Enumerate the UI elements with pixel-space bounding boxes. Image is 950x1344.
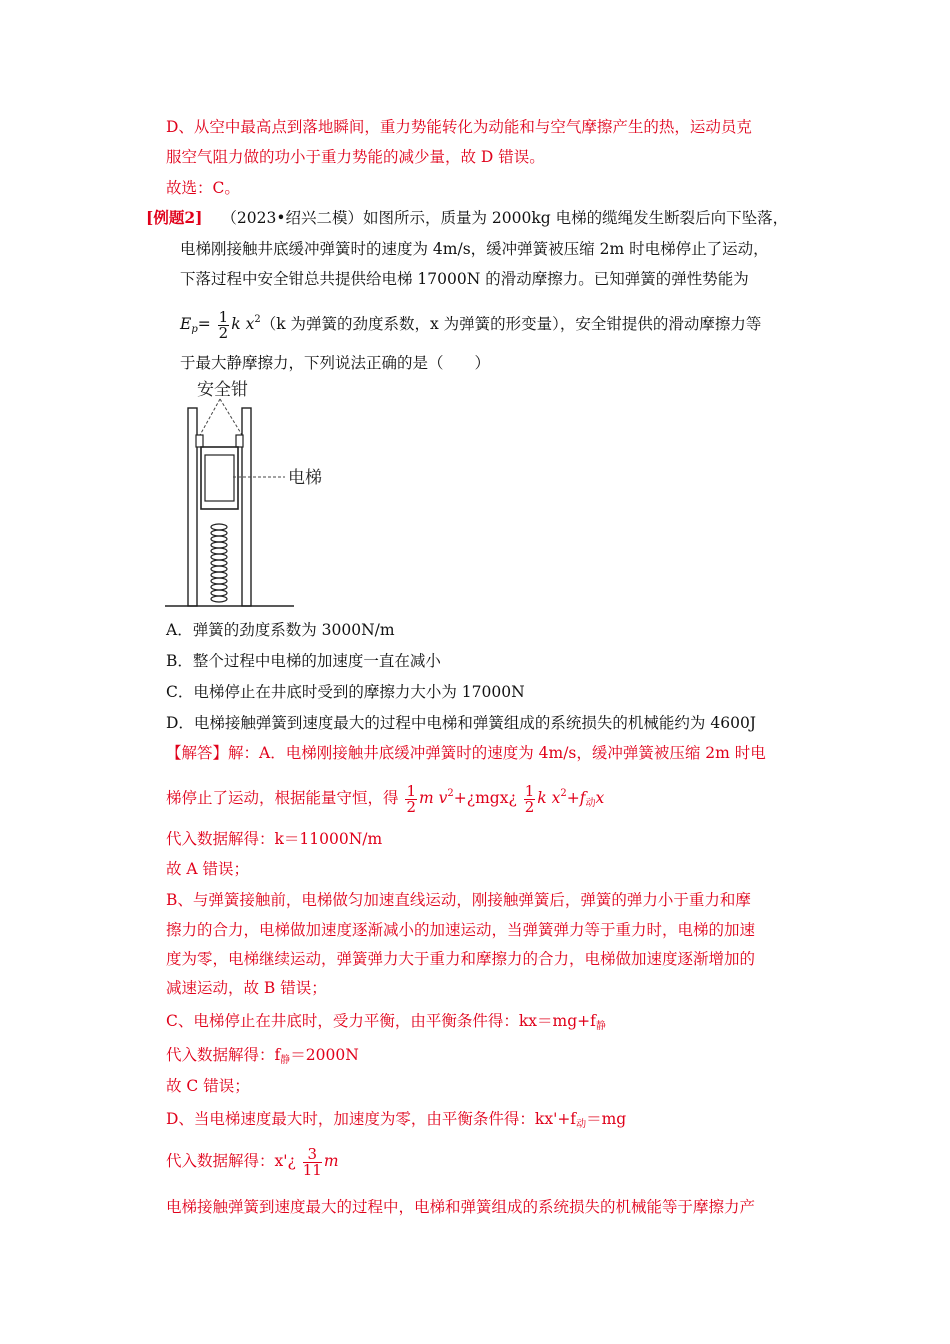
d-fraction — [302, 1144, 322, 1179]
elevator-car — [201, 447, 238, 509]
eq-q2: ¿ — [508, 789, 517, 807]
eq-f-sub: 动 — [585, 798, 596, 809]
solution-d-result-pre: 代入数据解得：x' — [166, 1152, 288, 1170]
formula-sub-p: p — [191, 324, 198, 335]
d-den: 11 — [302, 1160, 322, 1179]
solution-c-result — [166, 1044, 359, 1072]
prev-answer: 故选：C。 — [166, 179, 240, 197]
solution-head: 【解答】 — [166, 744, 229, 762]
solution-b-line1: B、与弹簧接触前，电梯做匀加速直线运动，刚接触弹簧后，弹簧的弹力小于重力和摩 — [166, 891, 751, 909]
solution-d-line1 — [166, 1108, 626, 1136]
formula-eq: = — [197, 315, 211, 333]
example-tag: [例题2] — [146, 208, 203, 227]
elevator-car-inner — [205, 455, 234, 501]
example-line1: （2023•绍兴二模）如图所示，质量为 2000kg 电梯的缆绳发生断裂后向下坠落， — [221, 209, 789, 227]
solution-d-line1-post: ＝mg — [586, 1110, 627, 1128]
option-a: A．弹簧的劲度系数为 3000N/m — [166, 621, 395, 639]
example-formula-line — [180, 302, 761, 348]
example-line5: 于最大静摩擦力，下列说法正确的是（ ） — [180, 354, 491, 372]
solution-b-line3: 度为零，电梯继续运动，弹簧弹力大于重力和摩擦力的合力，电梯做加速度逐渐增加的 — [166, 950, 756, 968]
solution-c-line1-pre: C、电梯停止在井底时，受力平衡，由平衡条件得：kx＝mg+f — [166, 1012, 596, 1030]
eq1-num: 1 — [406, 781, 416, 800]
example-line3: 下落过程中安全钳总共提供给电梯 17000N 的滑动摩擦力。已知弹簧的弹性势能为 — [180, 270, 749, 288]
solution-d-line1-pre: D、当电梯速度最大时，加速度为零，由平衡条件得：kx'+f — [166, 1110, 577, 1128]
eq-k: k — [537, 789, 547, 807]
option-b: B．整个过程中电梯的加速度一直在减小 — [166, 652, 441, 670]
eq-fraction-2 — [524, 781, 536, 816]
eq1-den: 2 — [406, 797, 416, 816]
d-num: 3 — [303, 1147, 322, 1163]
formula-den: 2 — [218, 323, 229, 342]
eq-plus-1: + — [453, 789, 467, 807]
solution-a-text1: 解：A．电梯刚接触井底缓冲弹簧时的速度为 4m/s，缓冲弹簧被压缩 2m 时电 — [228, 744, 766, 762]
formula-pow: 2 — [254, 314, 261, 325]
option-c: C．电梯停止在井底时受到的摩擦力大小为 17000N — [166, 683, 525, 701]
formula-fraction — [218, 307, 230, 342]
formula-x: x — [245, 315, 255, 333]
solution-c-sub: 静 — [595, 1021, 606, 1032]
eq-q1: ¿ — [466, 789, 476, 807]
d-unit: m — [323, 1152, 339, 1170]
solution-c-result-sub: 静 — [280, 1055, 291, 1066]
option-d: D．电梯接触弹簧到速度最大的过程中电梯和弹簧组成的系统损失的机械能约为 4600J — [166, 714, 757, 732]
safety-clamp-right — [236, 435, 243, 447]
eq-x: x — [551, 789, 561, 807]
solution-d-result — [166, 1143, 339, 1179]
figure-label-elevator: 电梯 — [288, 468, 322, 488]
elevator-figure — [160, 375, 360, 610]
solution-a-line2 — [166, 776, 604, 822]
eq-pow-2: 2 — [560, 788, 567, 799]
eq-fraction-1 — [405, 781, 417, 816]
solution-c-result-post: ＝2000N — [290, 1046, 359, 1064]
solution-a-line2-pre: 梯停止了运动，根据能量守恒，得 — [166, 789, 399, 807]
prev-d-line1: D、从空中最高点到落地瞬间，重力势能转化为动能和与空气摩擦产生的热，运动员克 — [166, 118, 752, 136]
formula-num: 1 — [218, 307, 229, 326]
solution-c-line1 — [166, 1010, 606, 1038]
eq-x-2: x — [595, 789, 605, 807]
safety-leader-right — [220, 399, 242, 435]
prev-d-line2: 服空气阻力做的功小于重力势能的减少量，故 D 错误。 — [166, 148, 545, 166]
solution-b-line4: 减速运动，故 B 错误； — [166, 979, 327, 997]
eq2-den: 2 — [524, 797, 535, 816]
example-header — [146, 207, 788, 229]
eq-m: m — [419, 789, 434, 807]
solution-b-line2: 擦力的合力，电梯做加速度逐渐减小的加速运动，当弹簧弹力等于重力时，电梯的加速 — [166, 921, 756, 939]
solution-a-result: 代入数据解得：k＝11000N/m — [166, 830, 383, 848]
figure-label-safety: 安全钳 — [197, 380, 248, 400]
formula-k: k — [231, 315, 241, 333]
buffer-spring — [211, 524, 227, 602]
eq-mgx: mgx — [475, 789, 509, 807]
eq-f: f — [579, 789, 586, 807]
safety-leader-left — [200, 399, 220, 435]
safety-clamp-left — [196, 435, 203, 447]
eq-pow-1: 2 — [447, 788, 454, 799]
solution-c-result-pre: 代入数据解得：f — [166, 1046, 281, 1064]
example-line2: 电梯刚接触井底缓冲弹簧时的速度为 4m/s，缓冲弹簧被压缩 2m 时电梯停止了运动， — [180, 240, 769, 258]
solution-d-result-q: ¿ — [287, 1152, 296, 1170]
solution-a-conclusion: 故 A 错误； — [166, 860, 250, 878]
solution-a-line1 — [166, 742, 766, 764]
example-line4-rest: （k 为弹簧的劲度系数，x 为弹簧的形变量），安全钳提供的滑动摩擦力等 — [260, 315, 762, 333]
eq2-num: 1 — [524, 781, 535, 800]
formula-E: E — [180, 315, 192, 333]
eq-plus-2: + — [566, 789, 580, 807]
eq-v: v — [438, 789, 448, 807]
solution-d-line1-sub: 动 — [576, 1119, 587, 1130]
solution-d-last: 电梯接触弹簧到速度最大的过程中，电梯和弹簧组成的系统损失的机械能等于摩擦力产 — [166, 1198, 756, 1216]
solution-c-conclusion: 故 C 错误； — [166, 1077, 250, 1095]
